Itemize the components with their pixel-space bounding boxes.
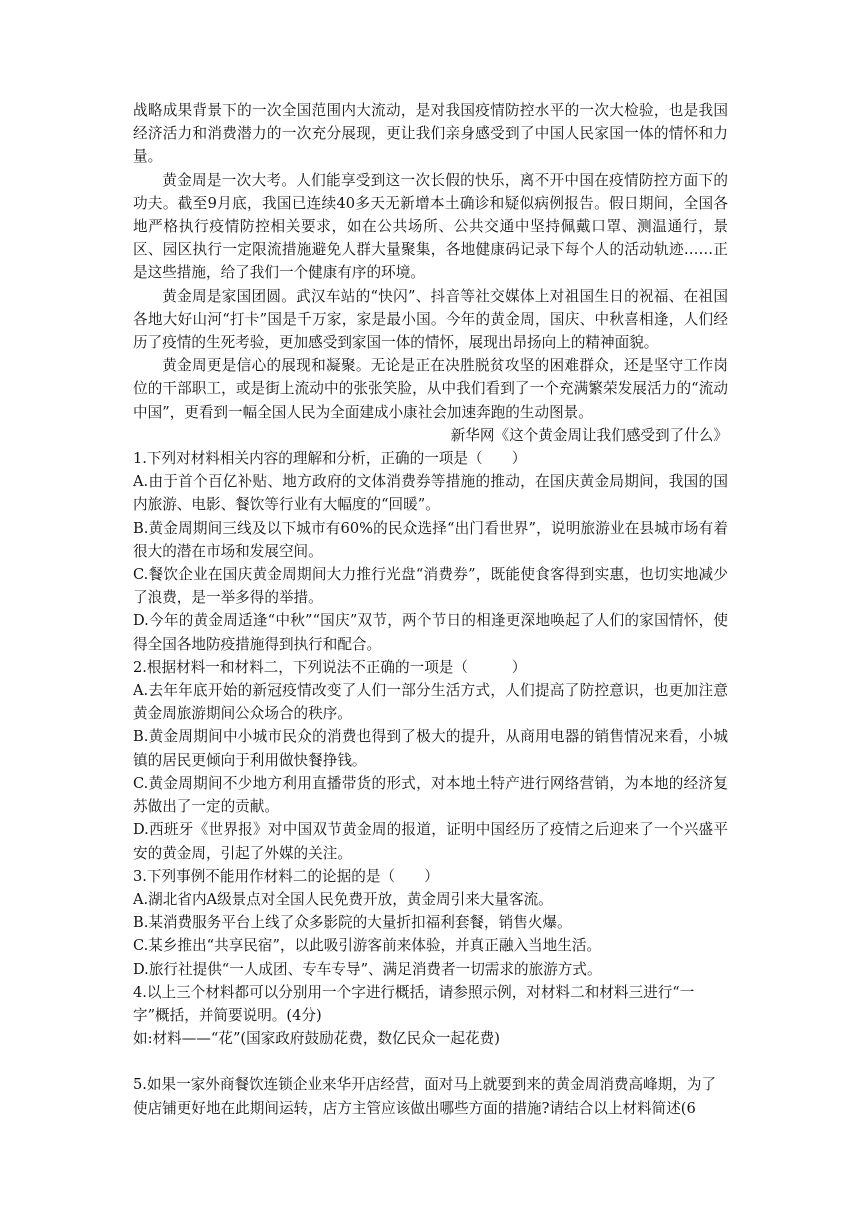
question-1 <box>133 447 728 656</box>
question-2-option-b: B.黄金周期间中小城市民众的消费也得到了极大的提升，从商用电器的销售情况来看，小城镇的居民更倾向于利用做快餐挣钱。 <box>133 728 728 769</box>
question-3-option-d: D.旅行社提供“一人成团、专车专导”、满足消费者一切需求的旅游方式。 <box>133 960 602 978</box>
question-5-stem: 5.如果一家外商餐饮连锁企业来华开店经营，面对马上就要到来的黄金周消费高峰期，为了使店铺更好地在此期间运转，店方主管应该做出哪些方面的措施?请结合以上材料简述(6 <box>133 1076 717 1117</box>
question-1-option-b: B.黄金周期间三线及以下城市有60%的民众选择“出门看世界”，说明旅游业在县城市场有着很大的潜在市场和发展空间。 <box>133 519 728 560</box>
question-1-stem: 1.下列对材料相关内容的理解和分析，正确的一项是（ ） <box>133 450 527 468</box>
article-paragraph-1: 战略成果背景下的一次全国范围内大流动，是对我国疫情防控水平的一次大检验，也是我国经济活力和消费潜力的一次充分展现，更让我们亲身感受到了中国人民家国一体的情怀和力量。 <box>133 102 728 166</box>
article-section <box>133 99 728 447</box>
question-1-option-c: C.餐饮企业在国庆黄金周期间大力推行光盘“消费券”，既能使食客得到实惠，也切实地减少了浪费，是一举多得的举措。 <box>133 566 728 607</box>
question-4-example: 如:材料——“花”(国家政府鼓励花费，数亿民众一起花费) <box>133 1030 500 1048</box>
article-paragraph-3: 黄金周是家国团圆。武汉车站的“快闪”、抖音等社交媒体上对祖国生日的祝福、在祖国各地大好山河“打卡”国是千万家，家是最小国。今年的黄金周，国庆、中秋喜相逢，人们经历了疫情的生死考验，更加感受到家国一体的情怀，展现出昂扬向上的精神面貌。 <box>133 287 728 352</box>
question-3-option-a: A.湖北省内A级景点对全国人民免费开放，黄金周引来大量客流。 <box>133 890 553 908</box>
question-1-option-d: D.今年的黄金周适逢“中秋”“国庆”双节，两个节日的相逢更深地唤起了人们的家国情怀，使得全国各地防疫措施得到执行和配合。 <box>133 612 728 653</box>
question-3 <box>133 865 728 981</box>
question-2 <box>133 656 728 865</box>
question-2-option-c: C.黄金周期间不少地方利用直播带货的形式，对本地土特产进行网络营销，为本地的经济复苏做出了一定的贡献。 <box>133 774 728 816</box>
question-1-option-a: A.由于首个百亿补贴、地方政府的文体消费券等措施的推动，在国庆黄金局期间，我国的国内旅游、电影、餐饮等行业有大幅度的“回暖”。 <box>133 473 728 514</box>
question-3-option-b: B.某消费服务平台上线了众多影院的大量折扣福利套餐，销售火爆。 <box>133 914 572 932</box>
question-3-stem: 3.下列事例不能用作材料二的论据的是（ ） <box>133 867 439 885</box>
answer-space <box>133 1050 728 1073</box>
article-paragraph-4: 黄金周更是信心的展现和凝聚。无论是正在决胜脱贫攻坚的困难群众，还是坚守工作岗位的干部职工，或是街上流动中的张张笑脸，从中我们看到了一个充满繁荣发展活力的“流动中国”，更看到一幅全国人民为全面建成小康社会加速奔跑的生动图景。 <box>133 357 728 421</box>
question-5 <box>133 1073 728 1119</box>
article-paragraph-2: 黄金周是一次大考。人们能享受到这一次长假的快乐，离不开中国在疫情防控方面下的功夫。截至9月底，我国已连续40多天无新增本土确诊和疑似病例报告。假日期间，全国各地严格执行疫情防控相关要求，如在公共场所、公共交通中坚持佩戴口罩、测温通行，景区、园区执行一定限流措施避免人群大量聚集，各地健康码记录下每个人的活动轨迹……正是这些措施，给了我们一个健康有序的环境。 <box>133 171 728 282</box>
question-2-option-d: D.西班牙《世界报》对中国双节黄金周的报道，证明中国经历了疫情之后迎来了一个兴盛平安的黄金周，引起了外媒的关注。 <box>133 821 728 862</box>
article-source: 新华网《这个黄金周让我们感受到了什么》 <box>450 426 728 444</box>
question-3-option-c: C.某乡推出“共享民宿”，以此吸引游客前来体验，并真正融入当地生活。 <box>133 937 602 955</box>
question-2-stem: 2.根据材料一和材料二，下列说法不正确的一项是（ ） <box>133 658 527 676</box>
question-4 <box>133 981 728 1051</box>
question-4-stem: 4.以上三个材料都可以分别用一个字进行概括，请参照示例，对材料二和材料三进行“一字”概括，并简要说明。(4分) <box>133 983 695 1024</box>
question-2-option-a: A.去年年底开始的新冠疫情改变了人们一部分生活方式，人们提高了防控意识，也更加注意黄金周旅游期间公众场合的秩序。 <box>133 682 728 723</box>
